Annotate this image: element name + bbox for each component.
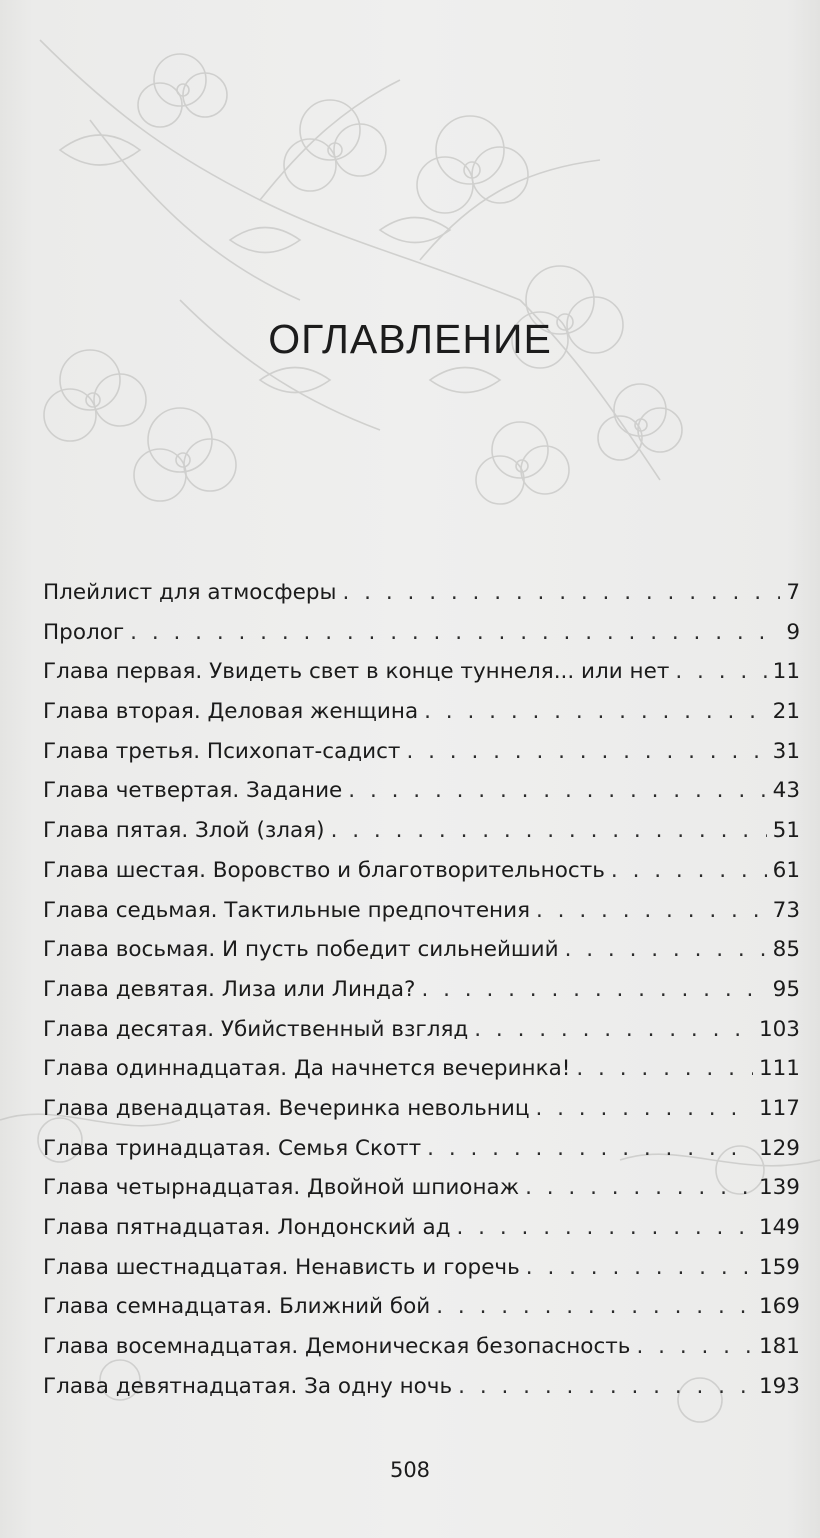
toc-entry-page: 95 (772, 976, 800, 1002)
dot-leader (526, 1255, 753, 1280)
dot-leader (535, 1096, 753, 1121)
dot-leader (636, 1334, 752, 1359)
toc-entry-page: 193 (758, 1373, 800, 1399)
toc-entry[interactable] (43, 937, 800, 977)
dot-leader (536, 898, 767, 923)
toc-entry[interactable] (43, 1096, 800, 1136)
toc-entry-title: Глава четвертая. Задание (43, 778, 343, 804)
toc-entry-title: Глава пятая. Злой (злая) (43, 818, 325, 844)
toc-entry-page: 129 (758, 1135, 800, 1161)
toc-entry-page: 73 (772, 897, 800, 923)
toc-entry[interactable] (43, 977, 800, 1017)
toc-entry-title: Пролог (43, 619, 125, 645)
toc-entry[interactable] (43, 659, 800, 699)
toc-entry-page: 11 (772, 659, 800, 685)
toc-entry-page: 103 (758, 1016, 800, 1042)
dot-leader (427, 1136, 753, 1161)
toc-entry-page: 61 (772, 857, 800, 883)
toc-entry[interactable] (43, 1334, 800, 1374)
toc-entry[interactable] (43, 1255, 800, 1295)
dot-leader (421, 977, 766, 1002)
dot-leader (675, 659, 766, 684)
toc-entry[interactable] (43, 1136, 800, 1176)
toc-entry-page: 9 (786, 619, 800, 645)
dot-leader (348, 778, 766, 803)
toc-entry[interactable] (43, 1215, 800, 1255)
dot-leader (424, 699, 767, 724)
toc-entry-title: Глава девятнадцатая. За одну ночь (43, 1373, 453, 1399)
toc-entry-page: 51 (772, 818, 800, 844)
toc-entry[interactable] (43, 1374, 800, 1414)
toc-entry-title: Глава третья. Психопат-садист (43, 738, 401, 764)
toc-heading: ОГЛАВЛЕНИЕ (268, 316, 552, 362)
dot-leader (331, 818, 767, 843)
toc-entry[interactable] (43, 699, 800, 739)
toc-entry-title: Глава восьмая. И пусть победит сильнейший (43, 937, 559, 963)
toc-entry-title: Глава седьмая. Тактильные предпочтения (43, 897, 531, 923)
dot-leader (406, 739, 766, 764)
dot-leader (458, 1374, 753, 1399)
toc-entry-page: 111 (758, 1056, 800, 1082)
toc-entry-title: Глава восемнадцатая. Демоническая безопасность (43, 1334, 631, 1360)
toc-entry-title: Глава одиннадцатая. Да начнется вечеринка! (43, 1056, 571, 1082)
dot-leader (457, 1215, 753, 1240)
dot-leader (130, 620, 780, 645)
toc-entry[interactable] (43, 739, 800, 779)
toc-entry-page: 117 (758, 1095, 800, 1121)
toc-entry[interactable] (43, 1056, 800, 1096)
toc-entry[interactable] (43, 1294, 800, 1334)
toc-entry-page: 169 (758, 1294, 800, 1320)
toc-entry-title: Глава тринадцатая. Семья Скотт (43, 1135, 422, 1161)
dot-leader (525, 1175, 753, 1200)
table-of-contents (43, 580, 800, 1413)
dot-leader (343, 580, 781, 605)
toc-entry-title: Глава шестая. Воровство и благотворительность (43, 857, 605, 883)
toc-entry-title: Глава девятая. Лиза или Линда? (43, 976, 416, 1002)
toc-entry-page: 149 (758, 1215, 800, 1240)
toc-entry-title: Глава семнадцатая. Ближний бой (43, 1294, 431, 1320)
toc-entry[interactable] (43, 858, 800, 898)
toc-entry[interactable] (43, 580, 800, 620)
toc-entry-page: 43 (772, 778, 800, 804)
toc-entry-page: 181 (758, 1334, 800, 1360)
toc-entry-page: 21 (772, 699, 800, 725)
toc-entry-page: 159 (758, 1254, 800, 1280)
page-number: 508 (389, 1458, 431, 1482)
toc-entry-title: Глава пятнадцатая. Лондонский ад (43, 1215, 451, 1240)
dot-leader (611, 858, 767, 883)
toc-entry-title: Плейлист для атмосферы (43, 580, 337, 605)
toc-entry-page: 85 (772, 937, 800, 963)
toc-entry[interactable] (43, 898, 800, 938)
toc-entry-title: Глава вторая. Деловая женщина (43, 699, 419, 725)
dot-leader (576, 1056, 753, 1081)
toc-entry-title: Глава шестнадцатая. Ненависть и горечь (43, 1254, 520, 1280)
toc-entry-title: Глава четырнадцатая. Двойной шпионаж (43, 1175, 520, 1201)
toc-entry[interactable] (43, 620, 800, 660)
toc-entry-title: Глава десятая. Убийственный взгляд (43, 1016, 469, 1042)
dot-leader (474, 1017, 753, 1042)
toc-entry-title: Глава первая. Увидеть свет в конце туннеля... или нет (43, 659, 670, 685)
toc-entry[interactable] (43, 1175, 800, 1215)
toc-entry-page: 7 (786, 580, 800, 605)
toc-entry-page: 31 (772, 738, 800, 764)
toc-entry[interactable] (43, 1017, 800, 1057)
toc-entry[interactable] (43, 818, 800, 858)
dot-leader (436, 1294, 753, 1319)
dot-leader (565, 937, 767, 962)
toc-entry-page: 139 (758, 1175, 800, 1201)
toc-entry[interactable] (43, 778, 800, 818)
toc-entry-title: Глава двенадцатая. Вечеринка невольниц (43, 1095, 530, 1121)
